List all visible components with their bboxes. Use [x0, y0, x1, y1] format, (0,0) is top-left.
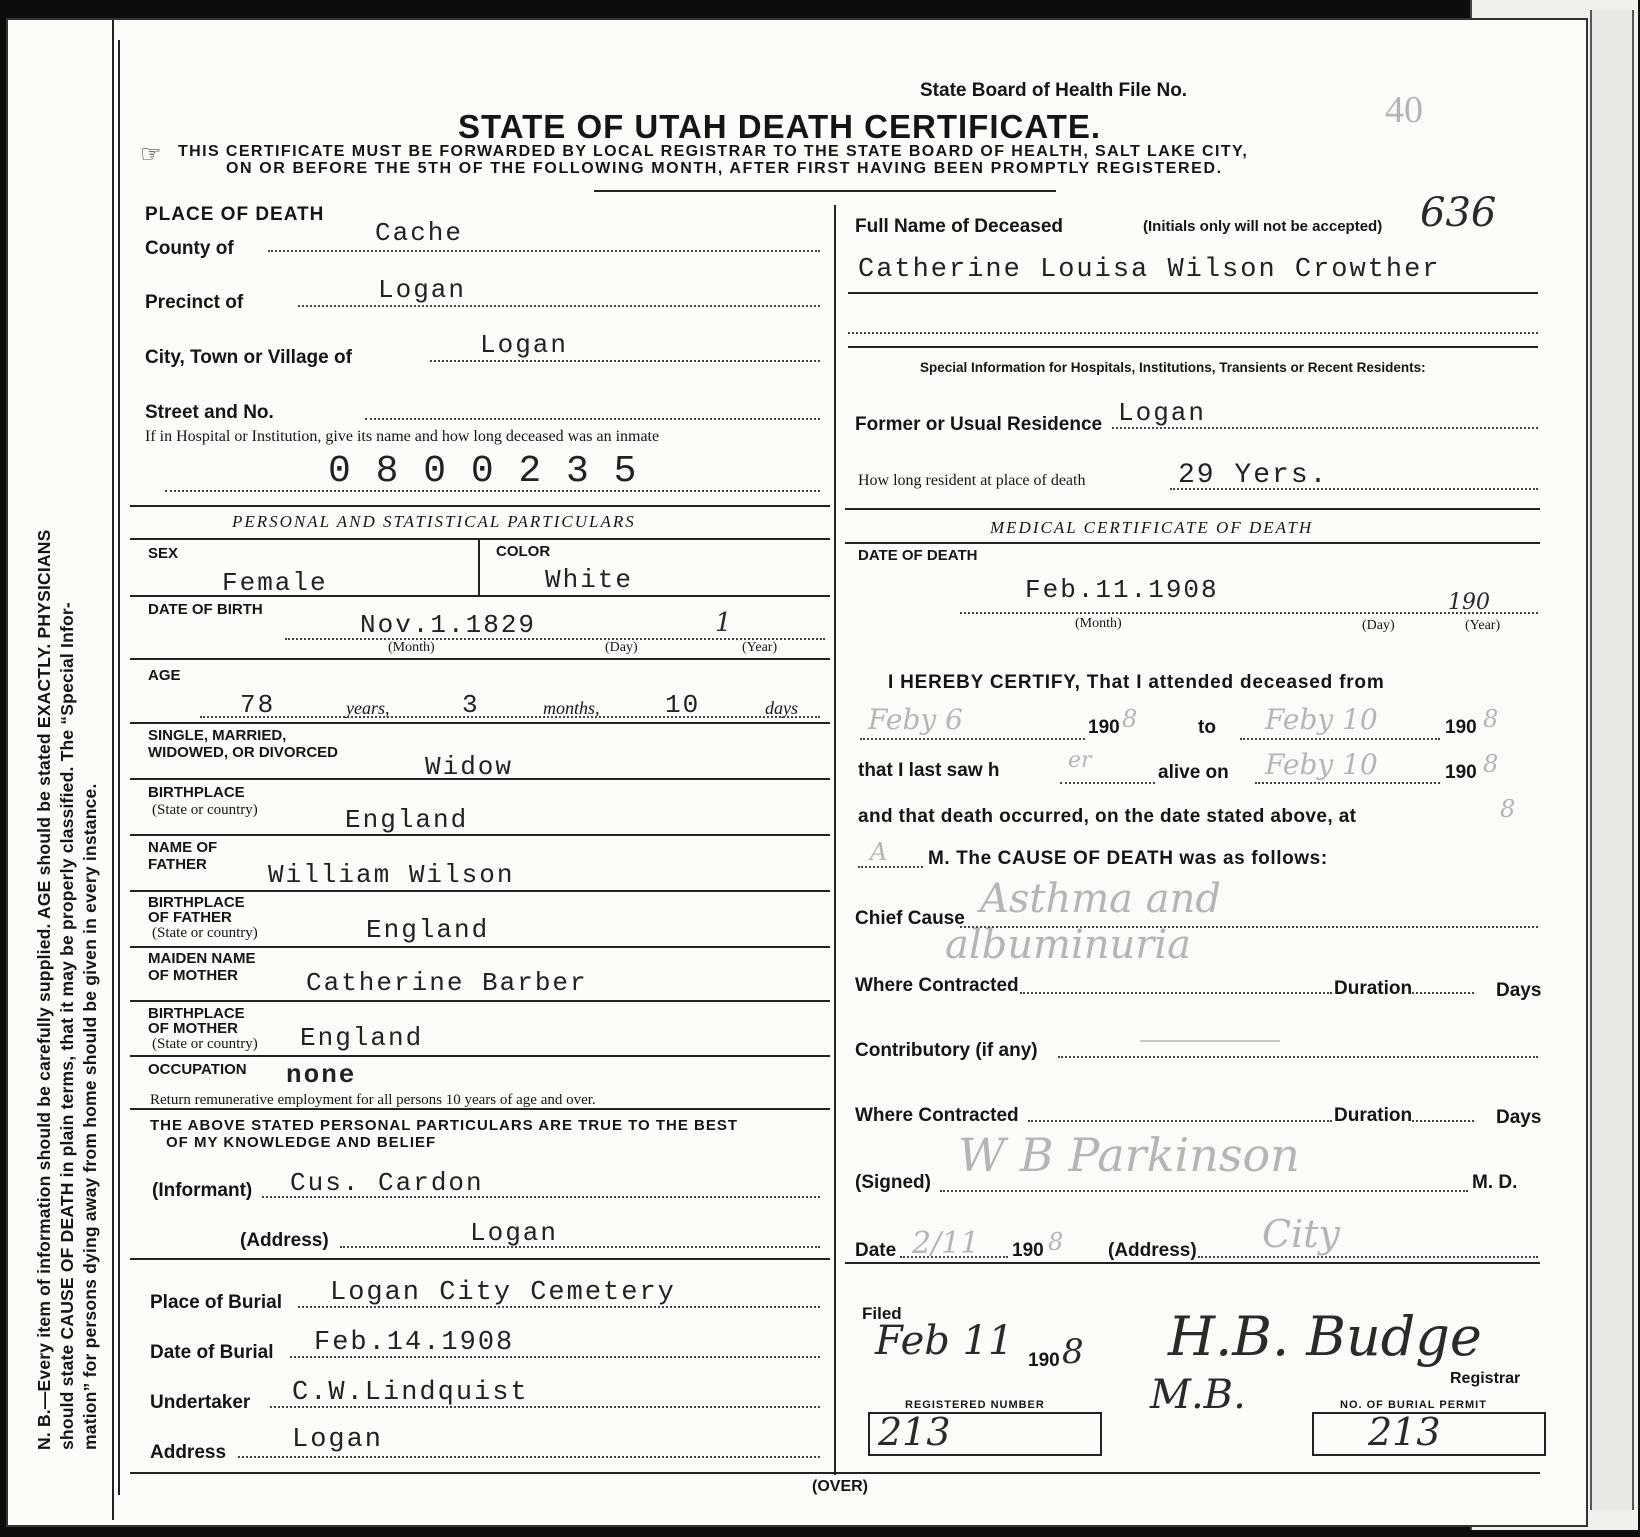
- days-word: days: [765, 698, 798, 718]
- left-border: [118, 40, 120, 1495]
- stamp-number: 0 8 0 0 2 3 5: [328, 450, 638, 493]
- county-label: County of: [145, 238, 234, 259]
- burial-permit-label: NO. OF BURIAL PERMIT: [1340, 1399, 1487, 1411]
- mother-label-2: OF MOTHER: [148, 967, 238, 984]
- sex-color-divider: [478, 540, 480, 595]
- age-line: [200, 716, 820, 718]
- physician-address-label: (Address): [1108, 1240, 1197, 1261]
- certify-statement: I HEREBY CERTIFY, That I attended deceased from: [888, 672, 1385, 693]
- marital-label-2: WIDOWED, OR DIVORCED: [148, 744, 338, 761]
- last-saw-date-line: [1255, 782, 1440, 784]
- yr1: 190: [1088, 717, 1120, 738]
- duration-line-2: [1412, 1120, 1474, 1122]
- yr3: 190: [1445, 762, 1477, 783]
- last-saw-pre: that I last saw h: [858, 760, 1000, 781]
- dob-value: Nov.1.1829: [360, 610, 537, 640]
- registrar-label: Registrar: [1450, 1370, 1521, 1387]
- dob-month-caption: (Month): [388, 640, 435, 655]
- filed-label: Filed: [862, 1304, 902, 1323]
- burial-date-line: [290, 1356, 820, 1358]
- where-contracted-label-1: Where Contracted: [855, 975, 1019, 996]
- fbirth-row-rule: [130, 946, 830, 948]
- mother-label-1: MAIDEN NAME: [148, 950, 256, 967]
- informant-address: Logan: [470, 1218, 559, 1248]
- to-line: [1240, 738, 1440, 740]
- personal-heading-rule: [130, 538, 830, 540]
- color-label: COLOR: [496, 543, 551, 560]
- dob-row-rule: [130, 658, 830, 660]
- special-rule: [848, 346, 1538, 348]
- duration-label-2: Duration: [1334, 1105, 1413, 1126]
- reg-number-label: REGISTERED NUMBER: [905, 1399, 1045, 1411]
- cause-intro: M. The CAUSE OF DEATH was as follows:: [928, 848, 1328, 869]
- resident-line: [1170, 488, 1538, 490]
- precinct-value: Logan: [378, 275, 467, 305]
- last-saw-date: Feby 10: [1265, 748, 1378, 781]
- death-date: Feb.11.1908: [1025, 575, 1219, 605]
- father-row-rule: [130, 890, 830, 892]
- undertaker-line: [270, 1406, 820, 1408]
- last-saw-line: [1060, 782, 1155, 784]
- city-line: [430, 360, 820, 362]
- burial-top-rule: [130, 1258, 830, 1260]
- where-line-2: [1028, 1120, 1332, 1122]
- where-contracted-label-2: Where Contracted: [855, 1105, 1019, 1126]
- bottom-rule: [130, 1472, 1540, 1474]
- age-years: 78: [240, 690, 276, 720]
- name-line: [848, 292, 1538, 294]
- duration-label-1: Duration: [1334, 978, 1413, 999]
- burial-place-line: [298, 1306, 820, 1308]
- fbirth-value: England: [366, 915, 490, 945]
- county-line: [268, 250, 820, 252]
- marital-value: Widow: [425, 752, 514, 782]
- special-info: Special Information for Hospitals, Institutions, Transients or Recent Residents:: [920, 360, 1426, 375]
- last-saw-hand: er: [1068, 748, 1092, 773]
- filed-year-hand: 8: [1062, 1332, 1084, 1372]
- birthplace-row-rule: [130, 834, 830, 836]
- fbirth-label-1: BIRTHPLACE: [148, 894, 245, 911]
- birthplace-value: England: [345, 805, 469, 835]
- burial-place-label: Place of Burial: [150, 1292, 282, 1313]
- birthplace-label: BIRTHPLACE: [148, 784, 245, 801]
- father-label-2: FATHER: [148, 856, 207, 873]
- burial-date: Feb.14.1908: [314, 1328, 515, 1358]
- chief-cause-line: [960, 926, 1538, 928]
- place-section-rule: [130, 505, 830, 507]
- personal-heading: PERSONAL AND STATISTICAL PARTICULARS: [232, 512, 636, 531]
- am-line: [858, 866, 923, 868]
- registrar-signature: H.B. Budge: [1168, 1305, 1482, 1368]
- yr2: 190: [1445, 717, 1477, 738]
- date-signed-label: Date: [855, 1240, 897, 1261]
- days-label-1: Days: [1496, 980, 1542, 1001]
- chief-cause-1: Asthma and: [980, 876, 1221, 922]
- mother-value: Catherine Barber: [306, 968, 588, 998]
- notice-line1: THIS CERTIFICATE MUST BE FORWARDED BY LOCAL REGISTRAR TO THE STATE BOARD OF HEALTH, SALT LAKE CITY,: [178, 143, 1249, 160]
- medical-bottom-rule: [845, 1262, 1540, 1264]
- burial-place: Logan City Cemetery: [330, 1278, 676, 1308]
- precinct-label: Precinct of: [145, 292, 244, 313]
- sex-row-rule: [130, 595, 830, 597]
- filed-year: 190: [1028, 1350, 1060, 1371]
- mbirth-label-2: OF MOTHER: [148, 1020, 238, 1037]
- occurred-statement: and that death occurred, on the date stated above, at: [858, 806, 1357, 827]
- months-word: months,: [543, 698, 600, 718]
- informant-label: (Informant): [152, 1180, 253, 1201]
- mbirth-label-1: BIRTHPLACE: [148, 1005, 245, 1022]
- center-divider: [834, 205, 836, 1475]
- father-value: William Wilson: [268, 860, 515, 890]
- resident-label: How long resident at place of death: [858, 472, 1086, 489]
- occurred-hand: 8: [1500, 795, 1516, 823]
- contributory-line: [1058, 1056, 1538, 1058]
- file-number: 40: [1385, 89, 1423, 131]
- undertaker-label: Undertaker: [150, 1392, 251, 1413]
- mbirth-row-rule: [130, 1055, 830, 1057]
- burial-address-label: Address: [150, 1442, 227, 1463]
- medical-heading: MEDICAL CERTIFICATE OF DEATH: [990, 518, 1314, 537]
- file-number-label: State Board of Health File No.: [920, 80, 1188, 101]
- informant-address-label: (Address): [240, 1230, 329, 1251]
- death-year-prefix: 190: [1448, 590, 1490, 615]
- city-label: City, Town or Village of: [145, 347, 352, 368]
- physician-address-line: [1198, 1256, 1538, 1258]
- death-month-caption: (Month): [1075, 616, 1122, 631]
- yr3-hand: 8: [1483, 750, 1499, 778]
- mother-row-rule: [130, 1000, 830, 1002]
- deceased-name: Catherine Louisa Wilson Crowther: [858, 255, 1441, 285]
- name-label: Full Name of Deceased: [855, 216, 1064, 237]
- filed-date: Feb 11: [875, 1318, 1014, 1364]
- physician-address: City: [1262, 1212, 1340, 1256]
- yr-sign: 190: [1012, 1240, 1044, 1261]
- residence-value: Logan: [1118, 398, 1207, 428]
- street-label: Street and No.: [145, 402, 274, 423]
- attend-to-date: Feby 10: [1265, 703, 1378, 736]
- death-day-caption: (Day): [1362, 618, 1395, 633]
- burial-date-label: Date of Burial: [150, 1342, 274, 1363]
- contributory-label: Contributory (if any): [855, 1040, 1038, 1061]
- birthplace-caption: (State or country): [152, 802, 258, 818]
- undertaker-value: C.W.Lindquist: [292, 1378, 529, 1408]
- death-date-line: [960, 612, 1538, 614]
- to-word: to: [1198, 717, 1216, 738]
- side-note-line2: should state CAUSE OF DEATH in plain terms, that it may be properly classified. The “Special Infor-: [57, 602, 77, 1450]
- signed-line: [940, 1190, 1468, 1192]
- death-year-caption: (Year): [1465, 618, 1501, 633]
- handwritten-number: 636: [1420, 190, 1497, 236]
- date-signed-line: [900, 1256, 1008, 1258]
- fbirth-caption: (State or country): [152, 925, 258, 941]
- precinct-line: [298, 305, 820, 307]
- where-line-1: [1020, 992, 1332, 994]
- mbirth-caption: (State or country): [152, 1036, 258, 1052]
- informant-value: Cus. Cardon: [290, 1168, 484, 1198]
- signed-label: (Signed): [855, 1172, 931, 1193]
- yr1-hand: 8: [1122, 705, 1138, 733]
- hospital-note: If in Hospital or Institution, give its name and how long deceased was an inmate: [145, 428, 660, 445]
- hospital-line: [165, 490, 820, 492]
- over-label: (OVER): [812, 1478, 868, 1495]
- yr-sign-hand: 8: [1048, 1228, 1064, 1256]
- years-word: years,: [346, 698, 390, 718]
- place-heading: PLACE OF DEATH: [145, 204, 325, 225]
- residence-line: [1112, 427, 1538, 429]
- belief-line-1: THE ABOVE STATED PERSONAL PARTICULARS ARE TRUE TO THE BEST: [150, 1117, 739, 1134]
- sex-label: SEX: [148, 545, 179, 562]
- color-value: White: [545, 565, 634, 595]
- dob-hand: 1: [715, 608, 732, 638]
- father-label-1: NAME OF: [148, 839, 218, 856]
- side-note-line3: mation” for persons dying away from home should be given in every instance.: [80, 783, 100, 1450]
- header-rule: [594, 190, 1056, 192]
- occupation-note: Return remunerative employment for all persons 10 years of age and over.: [150, 1092, 596, 1108]
- occupation-value: none: [286, 1060, 357, 1090]
- city-value: Logan: [480, 330, 569, 360]
- burial-address: Logan: [292, 1425, 384, 1455]
- duration-line-1: [1412, 992, 1474, 994]
- medical-heading-rule: [845, 542, 1540, 544]
- burial-permit: 213: [1368, 1410, 1441, 1454]
- notice-line2: ON OR BEFORE THE 5TH OF THE FOLLOWING MONTH, AFTER FIRST HAVING BEEN PROMPTLY REGISTERED.: [226, 160, 1223, 177]
- death-date-label: DATE OF DEATH: [858, 547, 978, 564]
- age-label: AGE: [148, 667, 181, 684]
- dob-day-caption: (Day): [605, 640, 638, 655]
- mbirth-value: England: [300, 1023, 424, 1053]
- informant-address-line: [340, 1246, 820, 1248]
- age-row-rule: [130, 722, 830, 724]
- registrar-initials: M.B.: [1150, 1372, 1246, 1418]
- yr2-hand: 8: [1483, 705, 1499, 733]
- resident-time: 29 Yers.: [1178, 460, 1329, 491]
- date-signed: 2/11: [912, 1226, 980, 1261]
- attend-from-date: Feby 6: [868, 703, 963, 736]
- dob-label: DATE OF BIRTH: [148, 601, 263, 618]
- chief-cause-2: albuminuria: [945, 922, 1192, 968]
- from-line: [860, 738, 1085, 740]
- name-line-2: [848, 332, 1538, 334]
- marital-label-1: SINGLE, MARRIED,: [148, 727, 287, 744]
- reg-number: 213: [878, 1410, 951, 1454]
- side-note-line1: N. B.—Every item of information should be carefully supplied. AGE should be stated EXACTLY. PHYSICIANS: [34, 529, 54, 1450]
- street-line: [365, 418, 820, 420]
- physician-signature: W B Parkinson: [958, 1128, 1300, 1182]
- certificate-title: STATE OF UTAH DEATH CERTIFICATE.: [458, 108, 1102, 145]
- burial-address-line: [238, 1456, 820, 1458]
- fbirth-label-2: OF FATHER: [148, 909, 232, 926]
- sex-value: Female: [222, 568, 328, 598]
- days-label-2: Days: [1496, 1107, 1542, 1128]
- name-note: (Initials only will not be accepted): [1143, 218, 1383, 235]
- age-days: 10: [665, 690, 701, 720]
- belief-line-2: OF MY KNOWLEDGE AND BELIEF: [166, 1134, 437, 1151]
- deceased-section-rule: [845, 508, 1540, 510]
- county-value: Cache: [375, 218, 464, 248]
- stacked-page-edge-2: [1590, 10, 1634, 1510]
- marital-row-rule: [130, 778, 830, 780]
- age-months: 3: [462, 690, 480, 720]
- dob-year-caption: (Year): [742, 640, 778, 655]
- residence-label: Former or Usual Residence: [855, 414, 1103, 435]
- pointing-hand-icon: ☞: [140, 141, 162, 168]
- contributory-dash: [1140, 1040, 1280, 1042]
- chief-cause-label: Chief Cause: [855, 908, 965, 929]
- am-hand: A: [870, 838, 888, 866]
- informant-line: [262, 1196, 820, 1198]
- occupation-label: OCCUPATION: [148, 1061, 247, 1078]
- last-saw-post: alive on: [1158, 762, 1229, 783]
- md-label: M. D.: [1472, 1172, 1518, 1193]
